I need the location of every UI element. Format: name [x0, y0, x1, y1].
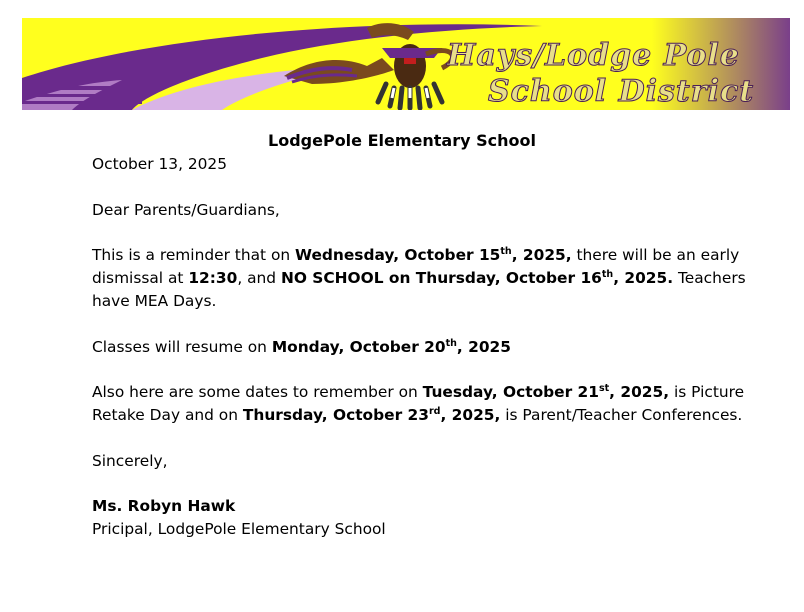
- letter-date: October 13, 2025: [92, 155, 228, 173]
- greeting: Dear Parents/Guardians,: [92, 201, 280, 219]
- district-banner: [22, 18, 790, 110]
- school-title: LodgePole Elementary School: [268, 131, 536, 150]
- signer-name: Ms. Robyn Hawk: [92, 497, 236, 515]
- district-name-line2: School District: [488, 74, 755, 109]
- paragraph-classes-resume: Classes will resume on Monday, October 20th, 2025: [92, 337, 511, 356]
- signer-title: Pricipal, LodgePole Elementary School: [92, 520, 386, 538]
- district-name-line1: Hays/Lodge Pole: [447, 38, 740, 73]
- closing: Sincerely,: [92, 452, 168, 470]
